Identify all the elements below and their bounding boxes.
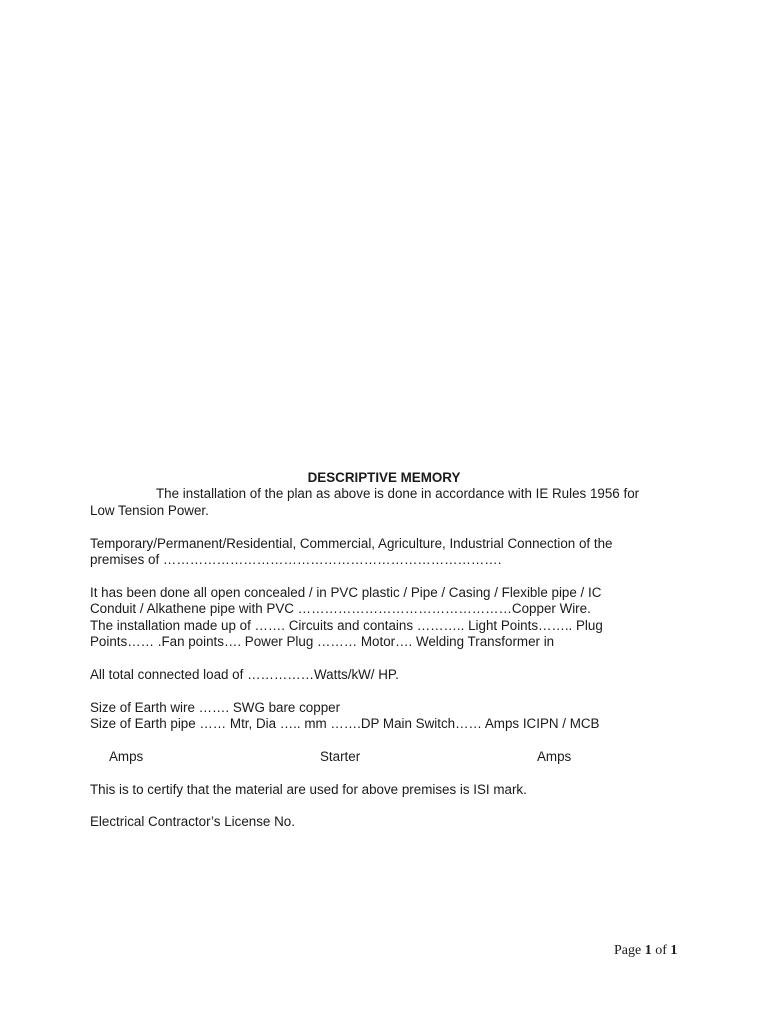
descriptive-memory-body: [90, 470, 670, 831]
spacer: [90, 683, 670, 699]
document-title: DESCRIPTIVE MEMORY: [307, 470, 461, 485]
page-total: 1: [670, 943, 678, 958]
intro-line-1: The installation of the plan as above is done in accordance with IE Rules 1956 for: [156, 486, 640, 502]
certify-line: This is to certify that the material are used for above premises is ISI mark.: [90, 781, 527, 797]
spacer: [90, 568, 670, 584]
spacer: [90, 519, 670, 535]
page-number-footer: [614, 943, 677, 959]
connection-line-2: premises of ………………………………………………………………….: [90, 552, 502, 568]
page-current: 1: [644, 943, 652, 958]
load-line: All total connected load of ……………Watts/kW/ HP.: [90, 666, 399, 682]
spacer: [90, 650, 670, 666]
earth-wire-line: Size of Earth wire ……. SWG bare copper: [90, 699, 341, 715]
intro-line-2: Low Tension Power.: [90, 502, 209, 518]
amps-left-label: Amps: [109, 748, 144, 764]
connection-line-1: Temporary/Permanent/Residential, Commercial, Agriculture, Industrial Connection of the: [90, 535, 613, 551]
spacer: [90, 732, 670, 748]
points-line-2: Points…… .Fan points…. Power Plug ……… Motor…. Welding Transformer in: [90, 634, 555, 650]
amps-right-label: Amps: [537, 748, 572, 764]
amps-starter-row: [90, 749, 670, 765]
spacer: [90, 798, 670, 814]
spacer: [90, 765, 670, 781]
wiring-line-2: Conduit / Alkathene pipe with PVC …………………………………………Copper Wire.: [90, 601, 591, 617]
wiring-line-1: It has been done all open concealed / in PVC plastic / Pipe / Casing / Flexible pipe / IC: [90, 584, 602, 600]
license-line: Electrical Contractor’s License No.: [90, 814, 295, 830]
earth-pipe-line: Size of Earth pipe …… Mtr, Dia ….. mm …….DP Main Switch…… Amps ICIPN / MCB: [90, 716, 600, 732]
points-line-1: The installation made up of ……. Circuits and contains ……….. Light Points…….. Plug: [90, 617, 603, 633]
page-label: Page: [614, 943, 642, 958]
starter-label: Starter: [320, 748, 361, 764]
of-label: of: [655, 943, 667, 958]
